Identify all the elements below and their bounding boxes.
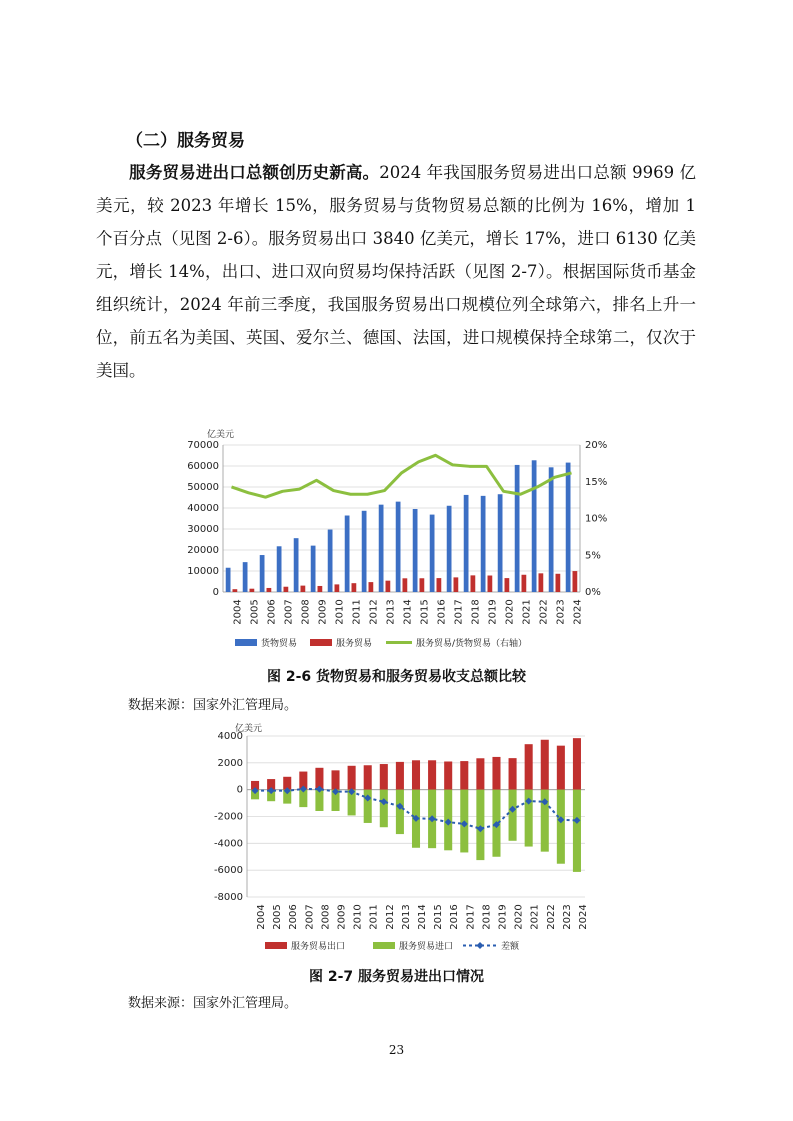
bar-services-export	[364, 765, 372, 789]
x-tick-label: 2020	[504, 599, 516, 625]
page-number: 23	[388, 1043, 405, 1057]
legend-label-goods: 货物贸易	[261, 639, 298, 649]
y2-tick-label: 10%	[585, 513, 608, 525]
bar-goods-trade	[345, 516, 350, 592]
x-tick-label: 2006	[266, 599, 278, 625]
bar-services-import	[476, 790, 484, 860]
y-tick-label: 0	[212, 587, 219, 598]
x-tick-label: 2014	[402, 599, 414, 625]
section-title: （二）服务贸易	[126, 131, 245, 151]
bar-goods-trade	[277, 546, 282, 592]
x-tick-label: 2012	[368, 599, 380, 625]
bar-services-export	[412, 760, 420, 789]
bar-services-trade	[250, 589, 255, 592]
x-tick-label: 2016	[436, 599, 448, 625]
bar-services-trade	[352, 583, 357, 592]
x-tick-label: 2008	[300, 599, 312, 625]
y-tick-label: 30000	[187, 524, 219, 535]
y-tick-label: 20000	[187, 545, 219, 556]
bar-goods-trade	[430, 515, 435, 592]
x-tick-label: 2021	[521, 599, 533, 625]
x-tick-label: 2014	[417, 904, 428, 930]
y-tick-label: -8000	[213, 892, 243, 903]
x-tick-label: 2017	[465, 904, 477, 930]
bar-goods-trade	[515, 465, 520, 592]
bar-services-import	[315, 790, 323, 811]
x-tick-label: 2011	[368, 904, 380, 930]
bar-goods-trade	[498, 494, 503, 592]
legend-label-services: 服务贸易	[336, 639, 373, 649]
y-tick-label: 50000	[187, 482, 219, 493]
bar-services-import	[557, 790, 565, 864]
bar-goods-trade	[413, 509, 418, 592]
x-tick-label: 2010	[352, 904, 364, 930]
legend-label-export: 服务贸易出口	[291, 942, 346, 952]
y2-tick-label: 20%	[585, 440, 608, 451]
bar-services-export	[396, 762, 404, 790]
x-tick-label: 2024	[572, 599, 584, 625]
bar-services-trade	[471, 575, 476, 592]
bar-goods-trade	[328, 530, 333, 592]
bar-services-export	[332, 770, 340, 789]
y-tick-label: 70000	[187, 440, 219, 451]
y2-tick-label: 15%	[585, 476, 608, 488]
y-tick-label: 4000	[217, 731, 243, 742]
legend-swatch-services	[310, 639, 332, 646]
x-tick-label: 2006	[288, 904, 300, 930]
bar-services-trade	[505, 578, 510, 592]
body-paragraph	[96, 156, 696, 387]
legend-marker-balance	[477, 942, 484, 949]
bar-services-trade	[488, 576, 493, 592]
bar-goods-trade	[260, 555, 265, 592]
y-tick-label: -4000	[213, 838, 243, 850]
legend-swatch-goods	[235, 639, 257, 646]
x-tick-label: 2021	[529, 904, 541, 930]
bar-goods-trade	[464, 495, 469, 592]
bar-goods-trade	[549, 467, 554, 592]
x-tick-label: 2015	[433, 904, 445, 930]
x-tick-label: 2007	[304, 904, 316, 930]
bar-services-trade	[403, 578, 408, 592]
x-tick-label: 2017	[453, 599, 465, 625]
bar-services-import	[380, 790, 388, 828]
x-tick-label: 2019	[497, 904, 509, 930]
bar-services-export	[444, 761, 452, 789]
chart-goods-vs-services	[180, 425, 620, 657]
x-tick-label: 2009	[317, 599, 329, 625]
bar-goods-trade	[532, 460, 537, 592]
unit-label: 亿美元	[207, 430, 235, 440]
bar-services-trade	[284, 587, 289, 592]
y2-tick-label: 0%	[585, 587, 601, 598]
bar-services-trade	[454, 577, 459, 592]
bar-services-import	[509, 790, 517, 841]
bar-services-trade	[318, 586, 323, 592]
paragraph-body: 2024 年我国服务贸易进出口总额 9969 亿美元，较 2023 年增长 15%，服务贸易与货物贸易总额的比例为 16%，增加 1 个百分点（见图 2-6）。服务贸易出口 3840 亿美元，增长 17%，进口 6130 亿美元，增长 14%，出口、进口双向贸易均保持活跃（见图 2-7）。根据国际货币基金组织统计，2024 年前三季度，我国服务贸易出口规模位列全球第六，排名上升一位，前五名为美国、英国、爱尔兰、德国、法国，进口规模保持全球第二，仅次于美国。	[96, 163, 697, 380]
legend-swatch-export	[265, 942, 287, 949]
bar-goods-trade	[311, 546, 316, 592]
x-tick-label: 2013	[400, 904, 412, 930]
x-tick-label: 2023	[561, 904, 573, 930]
bar-services-export	[509, 758, 517, 790]
x-tick-label: 2011	[351, 599, 363, 625]
x-tick-label: 2010	[334, 599, 346, 625]
x-tick-label: 2007	[283, 599, 295, 625]
y-tick-label: 0	[236, 784, 243, 796]
y-tick-label: 40000	[187, 503, 219, 514]
x-tick-label: 2024	[577, 904, 589, 930]
bar-services-trade	[556, 574, 561, 592]
x-tick-label: 2016	[449, 904, 461, 930]
bar-services-export	[380, 764, 388, 790]
figure-source-2-6: 数据来源：国家外汇管理局。	[128, 698, 298, 713]
y-tick-label: 60000	[187, 461, 219, 472]
bar-services-export	[428, 760, 436, 789]
unit-label: 亿美元	[235, 724, 263, 734]
x-tick-label: 2005	[272, 904, 284, 930]
bar-services-trade	[522, 575, 527, 592]
legend-label-ratio: 服务贸易/货物贸易（右轴）	[416, 639, 528, 649]
bar-goods-trade	[566, 463, 571, 592]
figure-caption-2-7: 图 2-7 服务贸易进出口情况	[308, 969, 485, 985]
bar-services-trade	[267, 588, 272, 592]
line-services-goods-ratio	[232, 455, 572, 497]
x-tick-label: 2004	[256, 904, 268, 930]
x-tick-label: 2004	[232, 599, 244, 625]
bar-services-export	[525, 744, 533, 789]
x-tick-label: 2015	[419, 599, 431, 625]
bar-services-export	[557, 746, 565, 790]
x-tick-label: 2012	[384, 904, 396, 930]
x-tick-label: 2018	[481, 904, 493, 930]
legend-swatch-import	[373, 942, 395, 949]
x-tick-label: 2019	[487, 599, 499, 625]
legend-label-balance: 差额	[501, 942, 520, 952]
bar-services-import	[396, 790, 404, 834]
bar-services-trade	[437, 578, 442, 592]
bar-goods-trade	[447, 506, 452, 592]
x-tick-label: 2023	[555, 599, 567, 625]
legend-label-import: 服务贸易进口	[399, 942, 454, 952]
bar-goods-trade	[396, 502, 401, 592]
bar-goods-trade	[294, 538, 299, 592]
x-tick-label: 2022	[538, 599, 550, 625]
figure-source-2-7: 数据来源：国家外汇管理局。	[128, 996, 298, 1011]
x-tick-label: 2020	[513, 904, 525, 930]
bar-services-trade	[335, 584, 340, 592]
y-tick-label: 2000	[217, 757, 243, 769]
x-tick-label: 2013	[385, 599, 397, 625]
y-tick-label: -2000	[213, 811, 243, 823]
bar-services-export	[348, 766, 356, 790]
bar-services-trade	[369, 582, 374, 592]
y2-tick-label: 5%	[585, 550, 601, 562]
bar-goods-trade	[362, 511, 367, 592]
bar-goods-trade	[379, 505, 384, 592]
chart-services-import-export	[205, 720, 600, 958]
x-tick-label: 2008	[320, 904, 332, 930]
y-tick-label: -6000	[213, 865, 243, 877]
bar-services-trade	[386, 581, 391, 592]
bar-services-trade	[420, 578, 425, 592]
y-tick-label: 10000	[187, 566, 219, 577]
bar-services-trade	[573, 571, 578, 592]
bar-services-export	[573, 738, 581, 790]
bar-services-trade	[539, 573, 544, 592]
bar-services-import	[573, 790, 581, 872]
figure-caption-2-6: 图 2-6 货物贸易和服务贸易收支总额比较	[266, 669, 527, 685]
paragraph-lead: 服务贸易进出口总额创历史新高。	[129, 163, 380, 182]
bar-services-export	[460, 761, 468, 790]
bar-goods-trade	[243, 562, 248, 592]
bar-services-export	[541, 740, 549, 790]
bar-goods-trade	[226, 568, 231, 592]
x-tick-label: 2018	[470, 599, 482, 625]
x-tick-label: 2009	[336, 904, 348, 930]
bar-services-trade	[233, 589, 238, 592]
bar-goods-trade	[481, 496, 486, 592]
bar-services-export	[492, 757, 500, 790]
bar-services-export	[476, 758, 484, 789]
x-tick-label: 2022	[545, 904, 557, 930]
bar-services-trade	[301, 586, 306, 592]
x-tick-label: 2005	[249, 599, 261, 625]
